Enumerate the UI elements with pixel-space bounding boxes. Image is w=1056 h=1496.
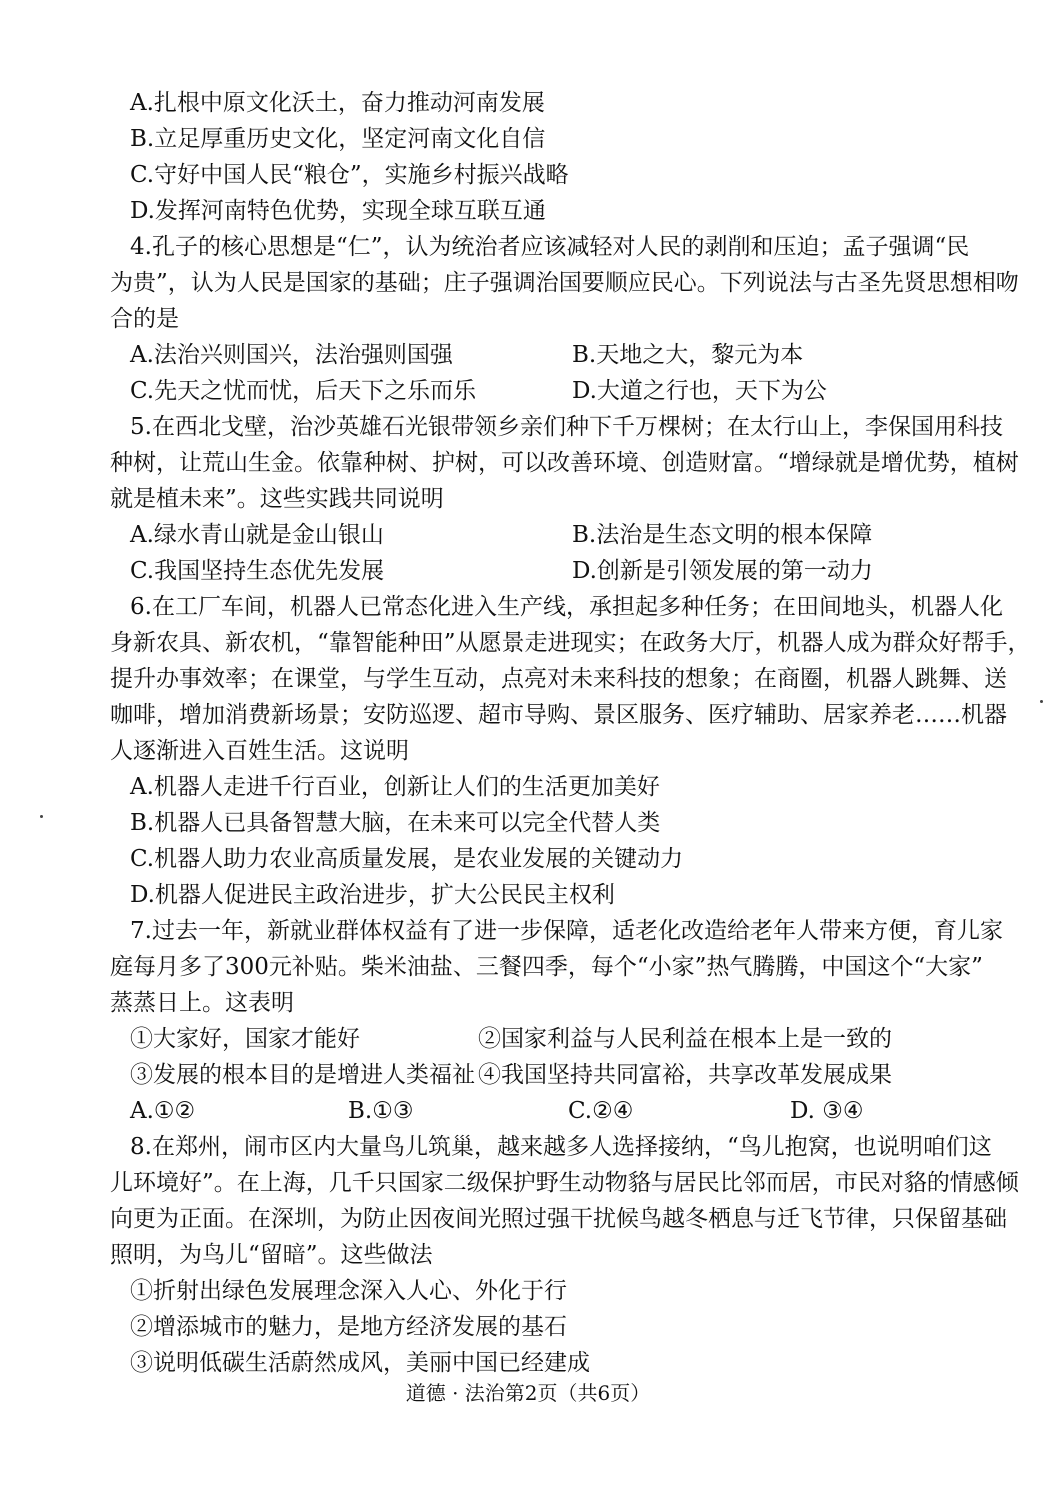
- q7-stem-line: 庭每月多了300元补贴。柴米油盐、三餐四季，每个“小家”热气腾腾，中国这个“大家”: [110, 954, 983, 980]
- q4-stem-line: 为贵”，认为人民是国家的基础；庄子强调治国要顺应民心。下列说法与古圣先贤思想相吻: [110, 270, 1019, 296]
- q7-stem-line: 7.过去一年，新就业群体权益有了进一步保障，适老化改造给老年人带来方便，育儿家: [130, 918, 1003, 944]
- q6-option-a: A.机器人走进千行百业，创新让人们的生活更加美好: [130, 774, 660, 800]
- q4-option-b: B.天地之大，黎元为本: [572, 342, 804, 368]
- q8-stem-line: 向更为正面。在深圳，为防止因夜间光照过强干扰候鸟越冬栖息与迁飞节律，只保留基础: [110, 1206, 1007, 1232]
- q3-option-c: C.守好中国人民“粮仓”，实施乡村振兴战略: [130, 162, 569, 188]
- q5-option-d: D.创新是引领发展的第一动力: [572, 558, 873, 584]
- q4-option-c: C.先天之忧而忧，后天下之乐而乐: [130, 378, 477, 404]
- q7-option-c: C.②④: [568, 1098, 634, 1124]
- q7-stem-line: 蒸蒸日上。这表明: [110, 990, 294, 1016]
- q5-stem-line: 5.在西北戈壁，治沙英雄石光银带领乡亲们种下千万棵树；在太行山上，李保国用科技: [130, 414, 1003, 440]
- q5-option-c: C.我国坚持生态优先发展: [130, 558, 385, 584]
- q7-statement-3: ③发展的根本目的是增进人类福祉: [130, 1062, 475, 1088]
- q6-stem-line: 6.在工厂车间，机器人已常态化进入生产线，承担起多种任务；在田间地头，机器人化: [130, 594, 1003, 620]
- q4-option-d: D.大道之行也，天下为公: [572, 378, 827, 404]
- q3-option-b: B.立足厚重历史文化，坚定河南文化自信: [130, 126, 546, 152]
- scan-speck: [1040, 700, 1043, 703]
- q5-stem-line: 种树，让荒山生金。依靠种树、护树，可以改善环境、创造财富。“增绿就是增优势，植树: [110, 450, 1019, 476]
- q8-statement-2: ②增添城市的魅力，是地方经济发展的基石: [130, 1314, 567, 1340]
- q6-stem-line: 身新农具、新农机，“靠智能种田”从愿景走进现实；在政务大厅，机器人成为群众好帮手，: [110, 630, 1031, 656]
- q8-stem-line: 儿环境好”。在上海，几千只国家二级保护野生动物貉与居民比邻而居，市民对貉的情感倾: [110, 1170, 1019, 1196]
- q5-option-a: A.绿水青山就是金山银山: [130, 522, 384, 548]
- q6-option-c: C.机器人助力农业高质量发展，是农业发展的关键动力: [130, 846, 684, 872]
- q8-statement-3: ③说明低碳生活蔚然成风，美丽中国已经建成: [130, 1350, 590, 1376]
- q7-option-b: B.①③: [348, 1098, 414, 1124]
- q7-statement-1: ①大家好，国家才能好: [130, 1026, 360, 1052]
- page-footer: 道德 · 法治第2页（共6页）: [405, 1381, 651, 1405]
- q5-stem-line: 就是植未来”。这些实践共同说明: [110, 486, 444, 512]
- q4-option-a: A.法治兴则国兴，法治强则国强: [130, 342, 453, 368]
- q3-option-a: A.扎根中原文化沃土，奋力推动河南发展: [130, 90, 545, 116]
- q6-stem-line: 提升办事效率；在课堂，与学生互动，点亮对未来科技的想象；在商圈，机器人跳舞、送: [110, 666, 1007, 692]
- q8-statement-1: ①折射出绿色发展理念深入人心、外化于行: [130, 1278, 567, 1304]
- q8-stem-line: 8.在郑州，闹市区内大量鸟儿筑巢，越来越多人选择接纳，“鸟儿抱窝，也说明咱们这: [130, 1134, 992, 1160]
- q6-stem-line: 咖啡，增加消费新场景；安防巡逻、超市导购、景区服务、医疗辅助、居家养老……机器: [110, 702, 1007, 728]
- q6-option-b: B.机器人已具备智慧大脑，在未来可以完全代替人类: [130, 810, 661, 836]
- q7-option-a: A.①②: [130, 1098, 196, 1124]
- scan-speck: [40, 815, 43, 818]
- q6-option-d: D.机器人促进民主政治进步，扩大公民民主权利: [130, 882, 615, 908]
- q6-stem-line: 人逐渐进入百姓生活。这说明: [110, 738, 409, 764]
- q7-statement-2: ②国家利益与人民利益在根本上是一致的: [478, 1026, 892, 1052]
- q7-statement-4: ④我国坚持共同富裕，共享改革发展成果: [478, 1062, 892, 1088]
- q4-stem-line: 合的是: [110, 306, 179, 332]
- q8-stem-line: 照明，为鸟儿“留暗”。这些做法: [110, 1242, 433, 1268]
- q4-stem-line: 4.孔子的核心思想是“仁”，认为统治者应该减轻对人民的剥削和压迫；孟子强调“民: [130, 234, 970, 260]
- q5-option-b: B.法治是生态文明的根本保障: [572, 522, 873, 548]
- q7-option-d: D. ③④: [790, 1098, 864, 1124]
- q3-option-d: D.发挥河南特色优势，实现全球互联互通: [130, 198, 546, 224]
